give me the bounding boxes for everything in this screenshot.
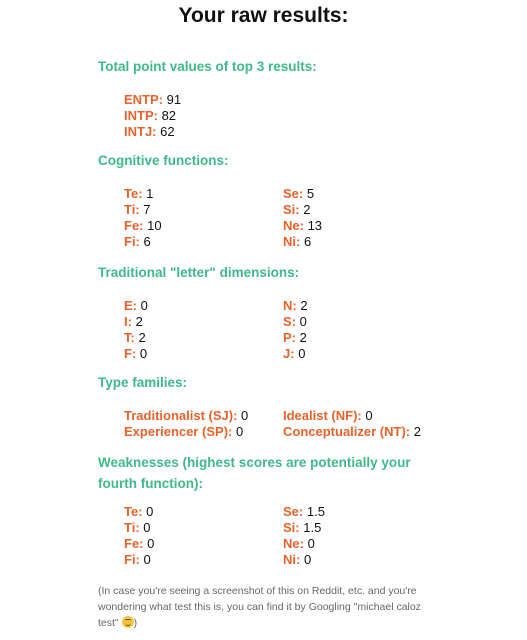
footnote-line: (In case you're seeing a screenshot of this on Reddit, etc. and you're [98, 585, 417, 597]
cognitive-left [124, 186, 162, 250]
top3-item: INTJ: 62 [124, 124, 175, 139]
letter-item: J: 0 [283, 346, 306, 361]
family-item: Idealist (NF): 0 [283, 408, 373, 423]
weakness-item: Te: 0 [124, 504, 154, 519]
grinning-face-icon [122, 616, 134, 628]
cognitive-item: Ni: 6 [283, 234, 312, 249]
weakness-item: Fe: 0 [124, 536, 155, 551]
letter-item: P: 2 [283, 330, 307, 345]
letter-item: F: 0 [124, 346, 148, 361]
letter-item: N: 2 [283, 298, 308, 313]
weakness-item: Si: 1.5 [283, 520, 322, 535]
weakness-item: Ni: 0 [283, 552, 312, 567]
families-left [124, 408, 248, 440]
heading-top3: Total point values of top 3 results: [98, 59, 317, 74]
letters-left [124, 298, 148, 362]
weakness-item: Se: 1.5 [283, 504, 325, 519]
heading-cognitive: Cognitive functions: [98, 153, 229, 168]
weakness-item: Fi: 0 [124, 552, 151, 567]
heading-weaknesses-line2: fourth function): [98, 476, 203, 491]
letters-right [283, 298, 308, 362]
top3-item: INTP: 82 [124, 108, 177, 123]
cognitive-item: Ne: 13 [283, 218, 323, 233]
footnote-line: test" ) [98, 617, 138, 629]
cognitive-item: Ti: 7 [124, 202, 151, 217]
heading-weaknesses-line1: Weaknesses (highest scores are potentially your [98, 455, 411, 470]
families-right [283, 408, 421, 440]
letter-item: S: 0 [283, 314, 307, 329]
letter-item: I: 2 [124, 314, 143, 329]
cognitive-right [283, 186, 322, 250]
weaknesses-right [283, 504, 325, 568]
cognitive-item: Te: 1 [124, 186, 154, 201]
cognitive-item: Fe: 10 [124, 218, 162, 233]
page-title: Your raw results: [178, 4, 349, 27]
cognitive-item: Si: 2 [283, 202, 311, 217]
footnote [98, 583, 428, 631]
top3-list [124, 92, 181, 140]
letter-item: T: 2 [124, 330, 146, 345]
weakness-item: Ti: 0 [124, 520, 151, 535]
cognitive-item: Fi: 6 [124, 234, 151, 249]
letter-item: E: 0 [124, 298, 148, 313]
weakness-item: Ne: 0 [283, 536, 315, 551]
footnote-line: wondering what test this is, you can find it by Googling "michael caloz [98, 601, 421, 613]
weaknesses-left [124, 504, 154, 568]
family-item: Experiencer (SP): 0 [124, 424, 244, 439]
family-item: Conceptualizer (NT): 2 [283, 424, 421, 439]
family-item: Traditionalist (SJ): 0 [124, 408, 249, 423]
heading-letters: Traditional "letter" dimensions: [98, 265, 300, 280]
top3-item: ENTP: 91 [124, 92, 182, 107]
heading-weaknesses [98, 452, 411, 494]
cognitive-item: Se: 5 [283, 186, 315, 201]
heading-families: Type families: [98, 375, 188, 390]
